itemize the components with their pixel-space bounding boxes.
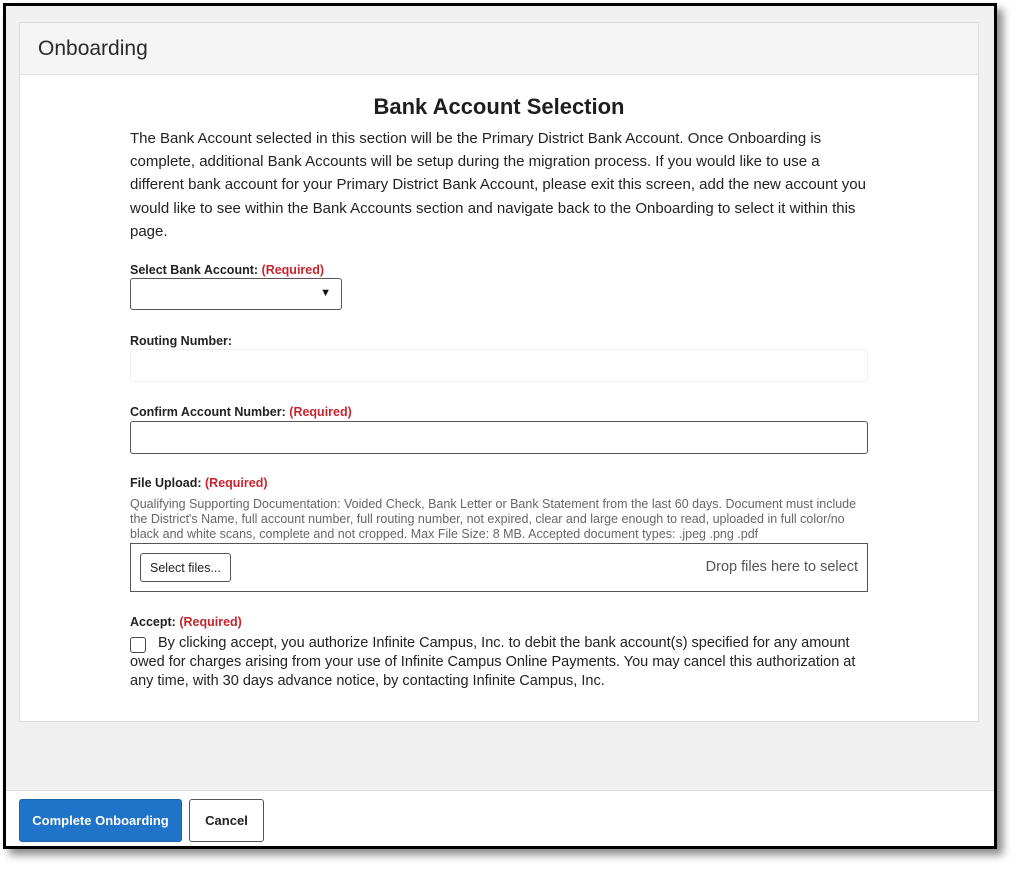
section-title: Bank Account Selection (373, 94, 625, 119)
confirm-account-label (130, 405, 352, 419)
complete-onboarding-button[interactable]: Complete Onboarding (19, 799, 182, 842)
accept-authorization-text: By clicking accept, you authorize Infinite Campus, Inc. to debit the bank account(s) specified for any amount owed for charges arising from your use of Infinite Campus Online Payments. You may cancel this authorization at any time, with 30 days advance notice, by contacting Infinite Campus, Inc. (130, 635, 856, 689)
onboarding-panel (19, 22, 979, 722)
caret-down-icon: ▼ (320, 287, 331, 299)
file-upload-help: Qualifying Supporting Documentation: Voided Check, Bank Letter or Bank Statement from the last 60 days. Document must include the District's Name, full account number, full routing number, not expired, clear and large enough to read, uploaded in full color/no black and white scans, complete and not cropped. Max File Size: 8 MB. Accepted document types: .jpeg .png .pdf (130, 497, 857, 541)
file-upload-label (130, 476, 268, 490)
bank-account-label (130, 263, 324, 277)
required-tag: (Required) (179, 615, 242, 629)
section-intro: The Bank Account selected in this section will be the Primary District Bank Account. Once Onboarding is complete, additional Bank Accounts will be setup during the migration process. If you would like to use a different bank account for your Primary District Bank Account, please exit this screen, add the new account you would like to see within the Bank Accounts section and navigate back to the Onboarding to select it within this page. (130, 130, 866, 240)
required-tag: (Required) (261, 263, 325, 277)
file-upload-label-text: File Upload: (130, 476, 202, 490)
routing-number-field (130, 349, 868, 382)
accept-label-text: Accept: (130, 615, 176, 629)
bank-account-label-text: Select Bank Account: (130, 263, 259, 277)
panel-title: Onboarding (38, 36, 148, 60)
routing-number-label: Routing Number: (130, 334, 233, 348)
confirm-account-label-row (130, 405, 352, 419)
confirm-account-label-text: Confirm Account Number: (130, 405, 286, 419)
confirm-account-input[interactable] (130, 421, 868, 454)
footer-bar (6, 790, 994, 846)
bank-account-label-row (130, 263, 324, 277)
file-dropzone[interactable] (130, 543, 868, 592)
app-window (3, 3, 997, 849)
bank-account-select[interactable] (130, 278, 342, 310)
file-upload-label-row (130, 476, 268, 490)
panel-header (20, 23, 978, 75)
accept-label (130, 615, 242, 629)
required-tag: (Required) (289, 405, 352, 419)
required-tag: (Required) (205, 476, 268, 490)
bank-account-form (130, 75, 868, 243)
drop-hint: Drop files here to select (705, 559, 858, 575)
accept-label-row (130, 615, 242, 629)
select-files-button[interactable]: Select files... (140, 553, 231, 582)
routing-number-label-row (130, 334, 232, 348)
cancel-button[interactable]: Cancel (189, 799, 264, 842)
